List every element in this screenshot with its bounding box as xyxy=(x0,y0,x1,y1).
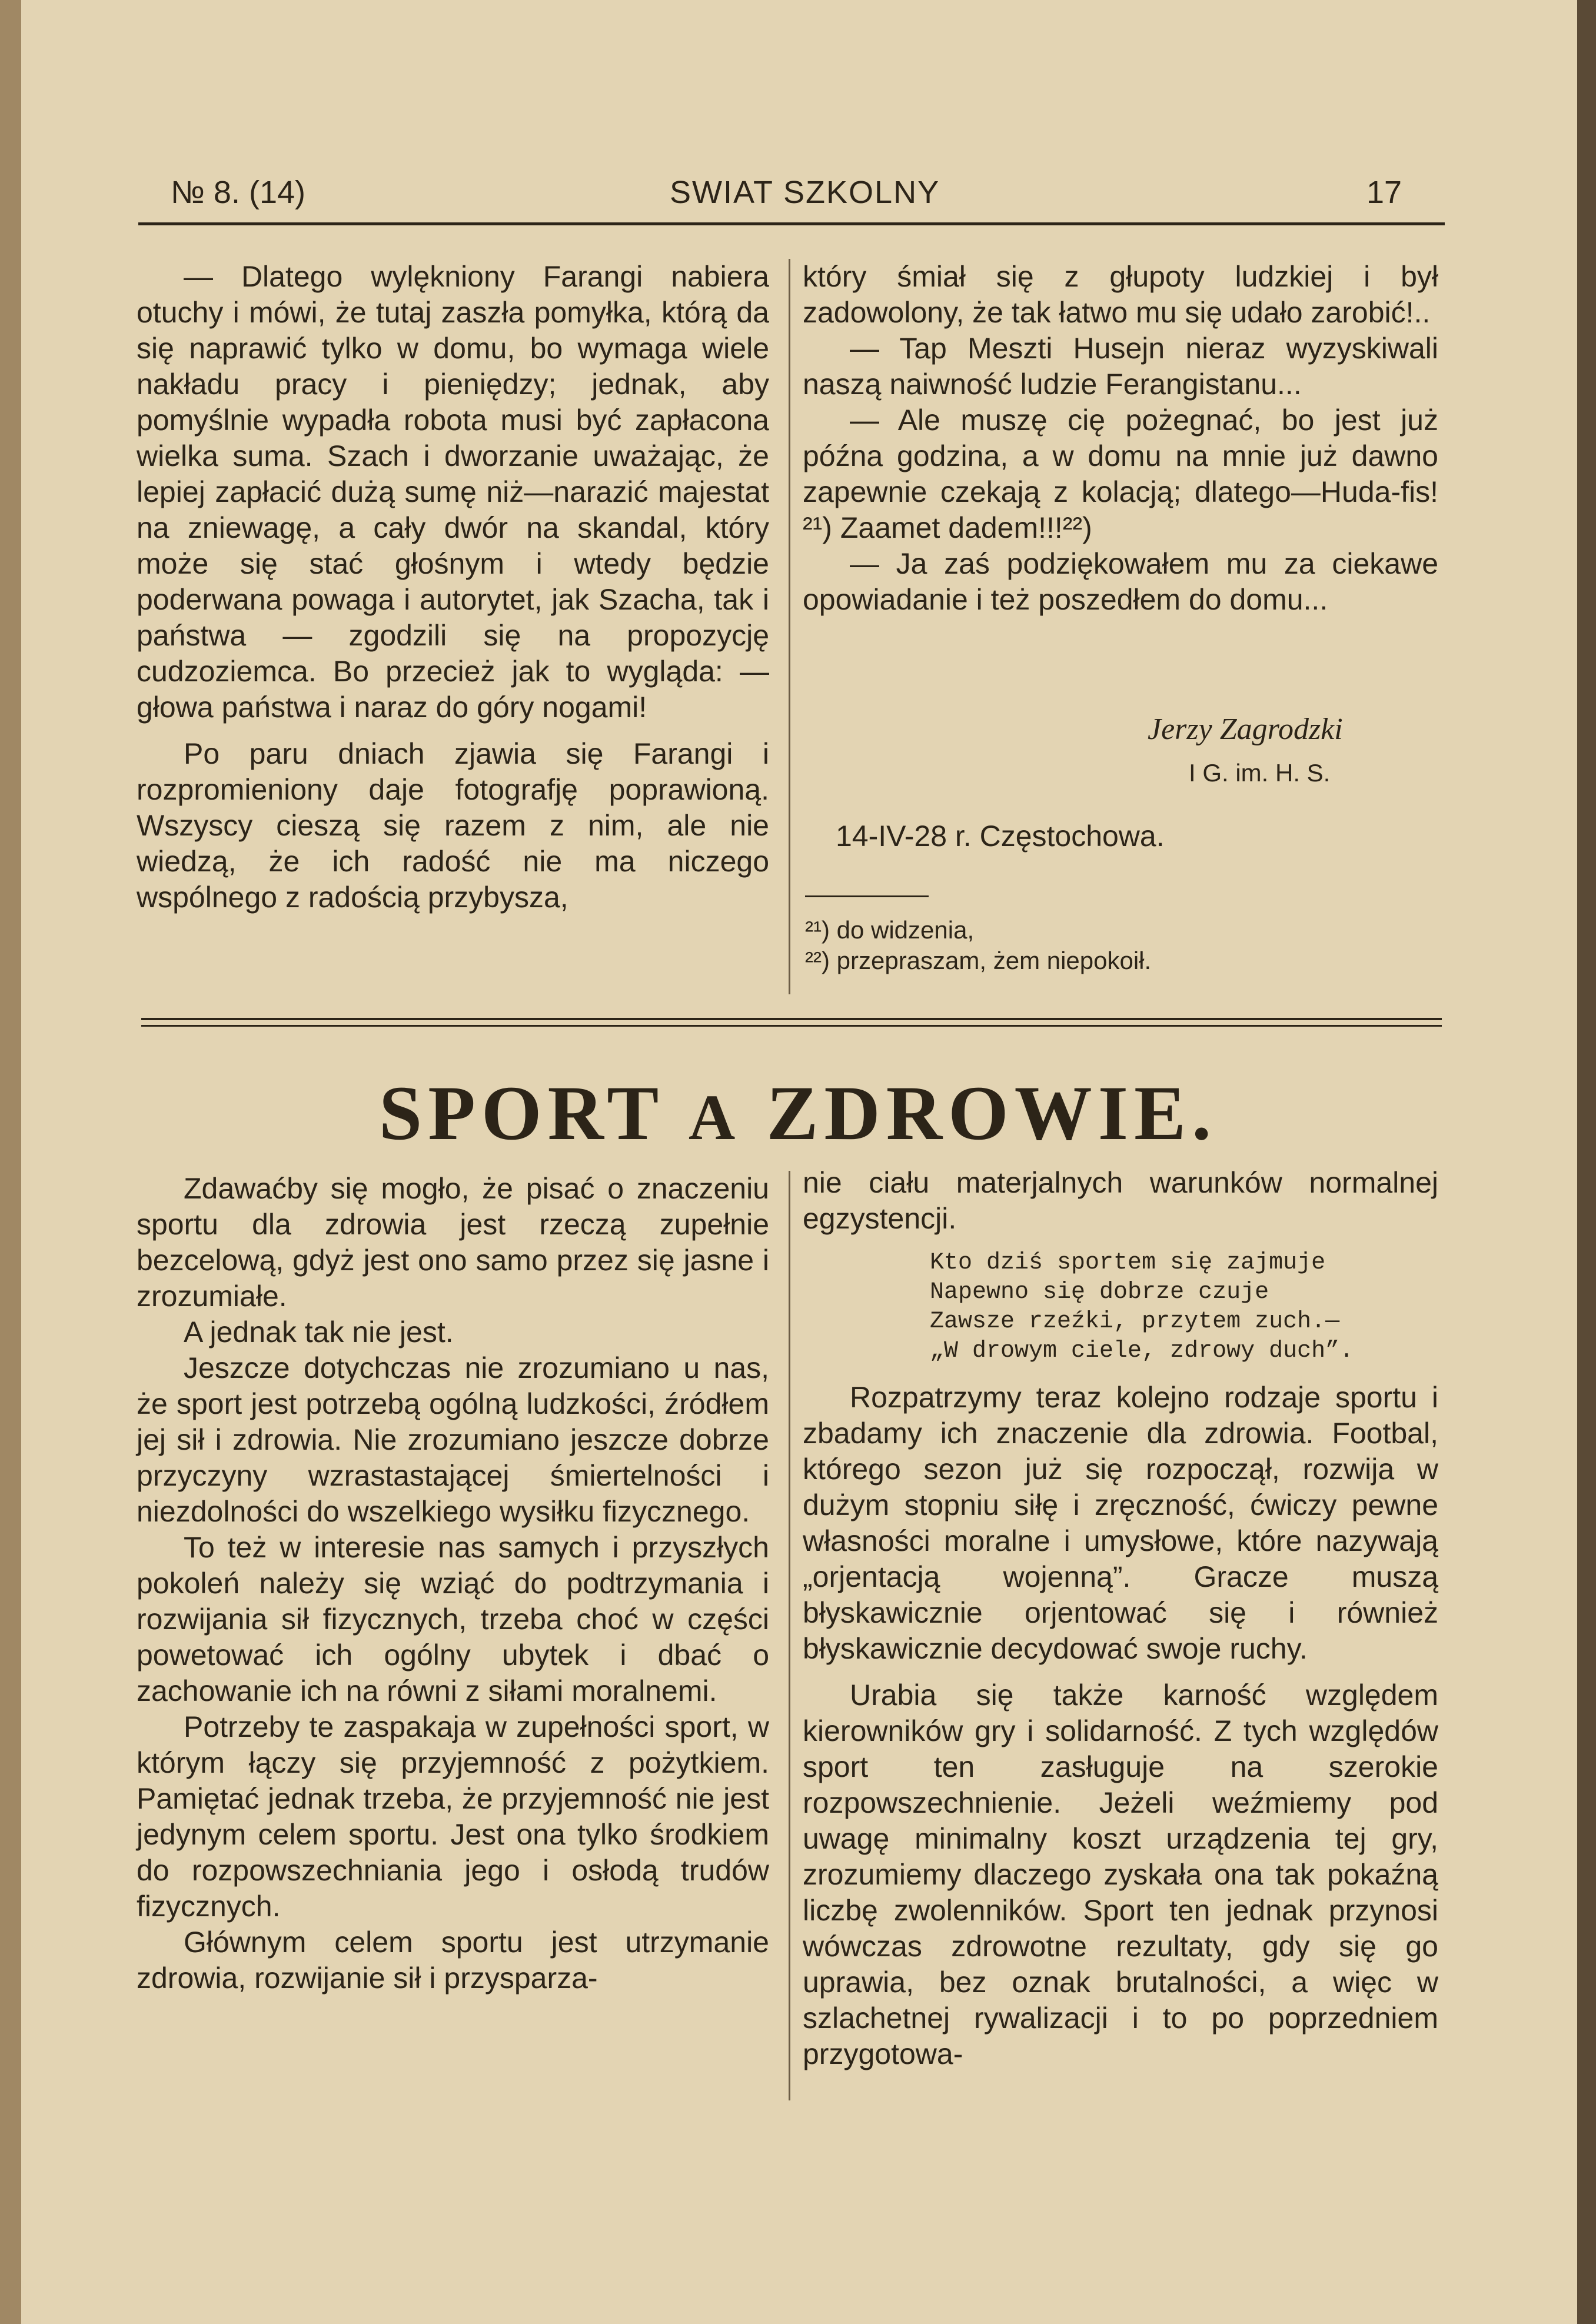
article-right-column-body xyxy=(803,1380,1438,2072)
column-divider xyxy=(789,259,790,994)
poem-line: Zawsze rzeźki, przytem zuch.— xyxy=(930,1309,1340,1335)
page-edge-right xyxy=(1577,0,1596,2324)
story-paragraph: — Dlatego wylękniony Farangi nabiera otuchy i mówi, że tutaj zaszła pomyłka, którą da się naprawić tylko w domu, bo wymaga wiele nakładu pracy i pieniędzy; jednak, aby pomyślnie wypadła robota musi być zapłacona wielka suma. Szach i dworzanie uważając, że lepiej zapłacić dużą sumę niż—narazić majestat na zniewagę, a cały dwór na skandal, który może się stać głośnym i wtedy będzie poderwana powaga i autorytet, jak Szacha, tak i państwa — zgodzili się na propozycję cudzoziemca. Bo przecież jak to wygląda: — głowa państwa i naraz do góry nogami! xyxy=(137,260,769,724)
author-class: I G. im. H. S. xyxy=(1189,759,1331,787)
article-paragraph: Zdawaćby się mogło, że pisać o znaczeniu sportu dla zdrowia jest rzeczą zupełnie bezcelową, gdyż jest ono samo przez się jasne i zrozumiałe. xyxy=(137,1172,769,1313)
section-rule-top xyxy=(141,1018,1442,1020)
story-right-column xyxy=(803,259,1438,618)
story-left-column xyxy=(137,259,769,915)
story-paragraph: Po paru dniach zjawia się Farangi i rozpromieniony daje fotografję poprawioną. Wszyscy cieszą się razem z nim, ale nie wiedzą, że ich radość nie ma niczego wspólnego z radością przybysza, xyxy=(137,737,769,914)
story-paragraph: — Ja zaś podziękowałem mu za ciekawe opowiadanie i też poszedłem do domu... xyxy=(803,547,1438,616)
article-right-column xyxy=(803,1165,1438,1237)
section-rule-bottom xyxy=(141,1025,1442,1027)
title-word-a: A xyxy=(688,1081,742,1153)
author-name: Jerzy Zagrodzki xyxy=(1148,712,1343,746)
column-divider xyxy=(789,1171,790,2100)
article-left-column xyxy=(137,1171,769,1996)
story-paragraph: — Ale muszę cię pożegnać, bo jest już późna godzina, a w domu na mnie już dawno zapewnie czekają z kolacją; dlatego—Huda-fis!²¹) Zaamet dadem!!!²²) xyxy=(803,404,1438,544)
page-number: 17 xyxy=(1366,175,1402,210)
footnote-rule xyxy=(805,895,929,897)
title-word-sport: SPORT xyxy=(378,1070,663,1156)
title-word-zdrowie: ZDROWIE. xyxy=(766,1070,1218,1156)
article-title xyxy=(0,1068,1596,1158)
article-paragraph: Urabia się także karność względem kierowników gry i solidarność. Z tych względów sport ten zasługuje na szerokie rozpowszechnienie. Jeżeli weźmiemy pod uwagę minimalny koszt urządzenia tej gry, zrozumiemy dlaczego zyskała ona tak pokaźną liczbę zwolenników. Sport ten jednak przynosi wówczas zdrowotne rezultaty, gdy się go uprawia, bez oznak brutalności, a więc w szlachetnej rywalizacji i to po poprzedniem przygotowa- xyxy=(803,1679,1438,2070)
page-edge-left xyxy=(0,0,21,2324)
article-paragraph: Głównym celem sportu jest utrzymanie zdrowia, rozwijanie sił i przysparza- xyxy=(137,1926,769,1995)
poem xyxy=(930,1248,1354,1366)
article-paragraph: nie ciału materjalnych warunków normalnej egzystencji. xyxy=(803,1166,1438,1235)
date-place: 14-IV-28 r. Częstochowa. xyxy=(836,820,1165,853)
header-rule xyxy=(138,222,1445,225)
article-paragraph: Rozpatrzymy teraz kolejno rodzaje sportu i zbadamy ich znaczenie dla zdrowia. Footbal, którego sezon już się rozpoczął, rozwija w dużym stopniu siłę i zręczność, ćwiczy pewne własności moralne i umysłowe, które nazywają „orjentacją wojenną”. Gracze muszą błyskawicznie orjentować się i również błyskawicznie decydować swoje ruchy. xyxy=(803,1381,1438,1665)
poem-line: Kto dziś sportem się zajmuje xyxy=(930,1250,1326,1276)
footnote: ²¹) do widzenia, xyxy=(805,916,975,944)
story-paragraph: który śmiał się z głupoty ludzkiej i był zadowolony, że tak łatwo mu się udało zarobić!.. xyxy=(803,260,1438,329)
poem-line: Napewno się dobrze czuje xyxy=(930,1279,1269,1306)
article-paragraph: Jeszcze dotychczas nie zrozumiano u nas, że sport jest potrzebą ogólną ludzkości, źródłem jej sił i zdrowia. Nie zrozumiano jeszcze dobrze przyczyny wzrastastającej śmiertelności i niezdolności do wszelkiego wysiłku fizycznego. xyxy=(137,1351,769,1528)
journal-title: SWIAT SZKOLNY xyxy=(670,175,940,210)
footnote: ²²) przepraszam, żem niepokoił. xyxy=(805,947,1152,974)
poem-line: „W drowym ciele, zdrowy duch”. xyxy=(930,1338,1354,1364)
article-paragraph: To też w interesie nas samych i przyszłych pokoleń należy się wziąć do podtrzymania i rozwijania sił fizycznych, trzeba choć w części powetować ich ogólny ubytek i dbać o zachowanie ich na równi z siłami moralnemi. xyxy=(137,1531,769,1707)
article-paragraph: Potrzeby te zaspakaja w zupełności sport, w którym łączy się przyjemność z pożytkiem. Pamiętać jednak trzeba, że przyjemność nie jest jedynym celem sportu. Jest ona tylko środkiem do rozpowszechniania jego i osłodą trudów fizycznych. xyxy=(137,1710,769,1923)
story-paragraph: — Tap Meszti Husejn nieraz wyzyskiwali naszą naiwność ludzie Ferangistanu... xyxy=(803,332,1438,401)
issue-number: № 8. (14) xyxy=(171,175,305,210)
article-paragraph: A jednak tak nie jest. xyxy=(184,1316,454,1349)
